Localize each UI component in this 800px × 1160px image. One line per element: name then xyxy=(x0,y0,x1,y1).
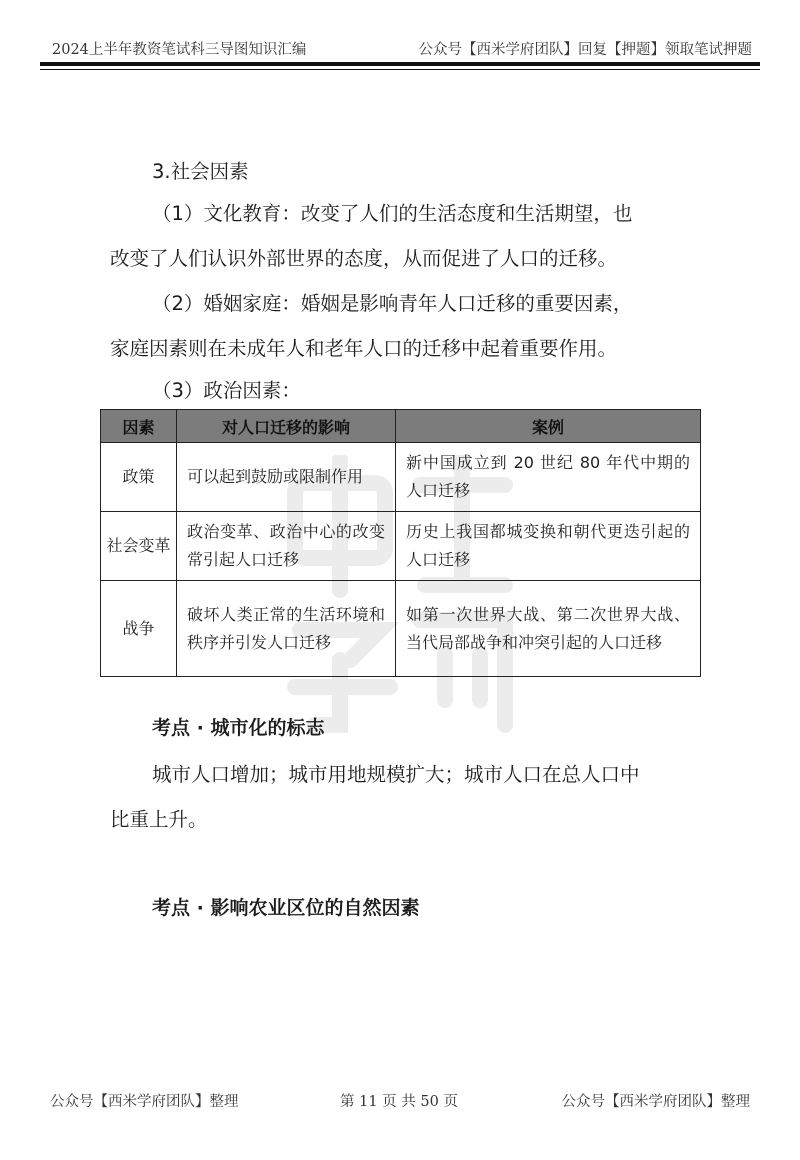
footer-left-text: 公众号【西米学府团队】整理 xyxy=(50,1094,239,1110)
political-factors-table xyxy=(100,409,701,677)
footer-right-text: 公众号【西米学府团队】整理 xyxy=(561,1094,750,1110)
table-header-example: 案例 xyxy=(396,410,701,443)
point1-line1: 城市人口增加；城市用地规模扩大；城市人口在总人口中 xyxy=(152,763,640,786)
item1-line2: 改变了人们认识外部世界的态度，从而促进了人口的迁移。 xyxy=(110,247,618,270)
table-row xyxy=(101,512,701,581)
table-header-factor: 因素 xyxy=(101,410,177,443)
header-document-title: 2024上半年教资笔试科三导图知识汇编 xyxy=(52,42,307,58)
point1-line2: 比重上升。 xyxy=(110,808,208,831)
header-rule-thin xyxy=(40,69,760,70)
table-cell-factor: 政策 xyxy=(101,443,177,512)
item1-line1: （1）文化教育：改变了人们的生活态度和生活期望，也 xyxy=(152,202,633,225)
table-header-row xyxy=(101,410,701,443)
table-row xyxy=(101,443,701,512)
table-cell-example: 历史上我国都城变换和朝代更迭引起的人口迁移 xyxy=(396,512,701,581)
point1-title: 考点 · 城市化的标志 xyxy=(152,717,325,739)
item2-line2: 家庭因素则在未成年人和老年人口的迁移中起着重要作用。 xyxy=(110,337,618,360)
table-cell-impact: 可以起到鼓励或限制作用 xyxy=(177,443,396,512)
item2-line1: （2）婚姻家庭：婚姻是影响青年人口迁移的重要因素， xyxy=(152,292,633,315)
table-cell-factor: 战争 xyxy=(101,581,177,677)
table-header-impact: 对人口迁移的影响 xyxy=(177,410,396,443)
point2-title: 考点 · 影响农业区位的自然因素 xyxy=(152,897,420,919)
table-cell-factor: 社会变革 xyxy=(101,512,177,581)
table-row xyxy=(101,581,701,677)
table-cell-example: 新中国成立到 20 世纪 80 年代中期的人口迁移 xyxy=(396,443,701,512)
footer-page-number: 第 11 页 共 50 页 xyxy=(340,1094,458,1110)
table-cell-example: 如第一次世界大战、第二次世界大战、当代局部战争和冲突引起的人口迁移 xyxy=(396,581,701,677)
item3-line: （3）政治因素： xyxy=(152,379,301,402)
table-cell-impact: 政治变革、政治中心的改变常引起人口迁移 xyxy=(177,512,396,581)
section-heading: 3.社会因素 xyxy=(152,160,249,183)
table-cell-impact: 破坏人类正常的生活环境和秩序并引发人口迁移 xyxy=(177,581,396,677)
header-rule-thick xyxy=(40,62,760,66)
header-promo-text: 公众号【西米学府团队】回复【押题】领取笔试押题 xyxy=(418,42,752,58)
